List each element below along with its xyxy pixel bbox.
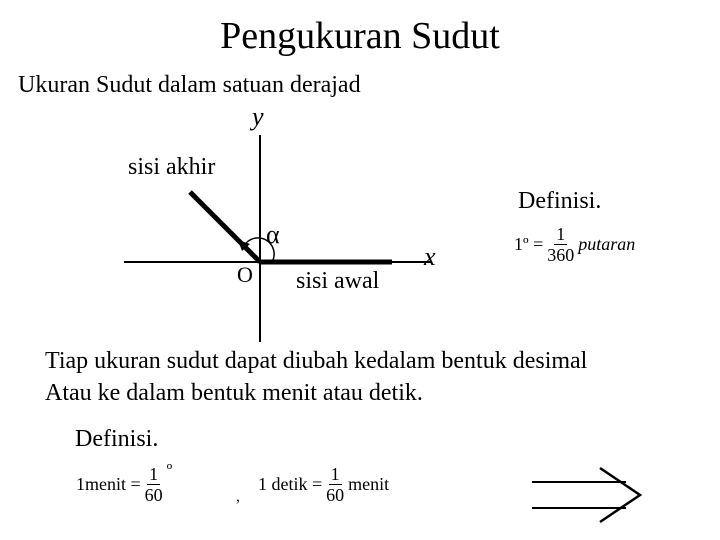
y-axis-label: y bbox=[252, 102, 264, 131]
detik-numerator: 1 bbox=[330, 464, 340, 484]
paragraph-line-1: Tiap ukuran sudut dapat diubah kedalam bentuk desimal bbox=[45, 348, 588, 374]
degree-fraction bbox=[545, 224, 576, 265]
menit-lhs: 1menit = bbox=[76, 474, 141, 494]
menit-degree-symbol: º bbox=[166, 460, 173, 480]
menit-denominator: 60 bbox=[144, 485, 163, 505]
definition-heading: Definisi. bbox=[518, 188, 602, 214]
menit-numerator: 1 bbox=[149, 464, 159, 484]
detik-formula bbox=[258, 464, 389, 505]
initial-side-label: sisi awal bbox=[296, 268, 380, 294]
detik-lhs: 1 detik = bbox=[258, 474, 323, 494]
degree-lhs: 1º = bbox=[514, 234, 544, 254]
detik-denominator: 60 bbox=[326, 485, 345, 505]
menit-fraction bbox=[143, 464, 165, 505]
detik-fraction bbox=[324, 464, 346, 505]
slide-title: Pengukuran Sudut bbox=[220, 15, 500, 57]
terminal-side-label: sisi akhir bbox=[128, 154, 216, 180]
origin-label: O bbox=[237, 262, 253, 287]
degree-formula bbox=[514, 224, 635, 265]
detik-unit: menit bbox=[348, 474, 390, 494]
x-axis-label: x bbox=[424, 242, 436, 271]
menit-formula bbox=[76, 460, 173, 505]
terminal-side bbox=[190, 192, 260, 262]
degree-denominator: 360 bbox=[547, 245, 575, 265]
degree-numerator: 1 bbox=[556, 224, 566, 244]
slide-subtitle: Ukuran Sudut dalam satuan derajad bbox=[18, 72, 361, 98]
degree-unit: putaran bbox=[578, 234, 636, 254]
definition-heading-2: Definisi. bbox=[75, 426, 159, 452]
formula-separator: , bbox=[236, 488, 240, 505]
double-arrow-head-icon bbox=[600, 468, 640, 522]
angle-label: α bbox=[266, 220, 280, 249]
paragraph-line-2: Atau ke dalam bentuk menit atau detik. bbox=[45, 380, 423, 406]
